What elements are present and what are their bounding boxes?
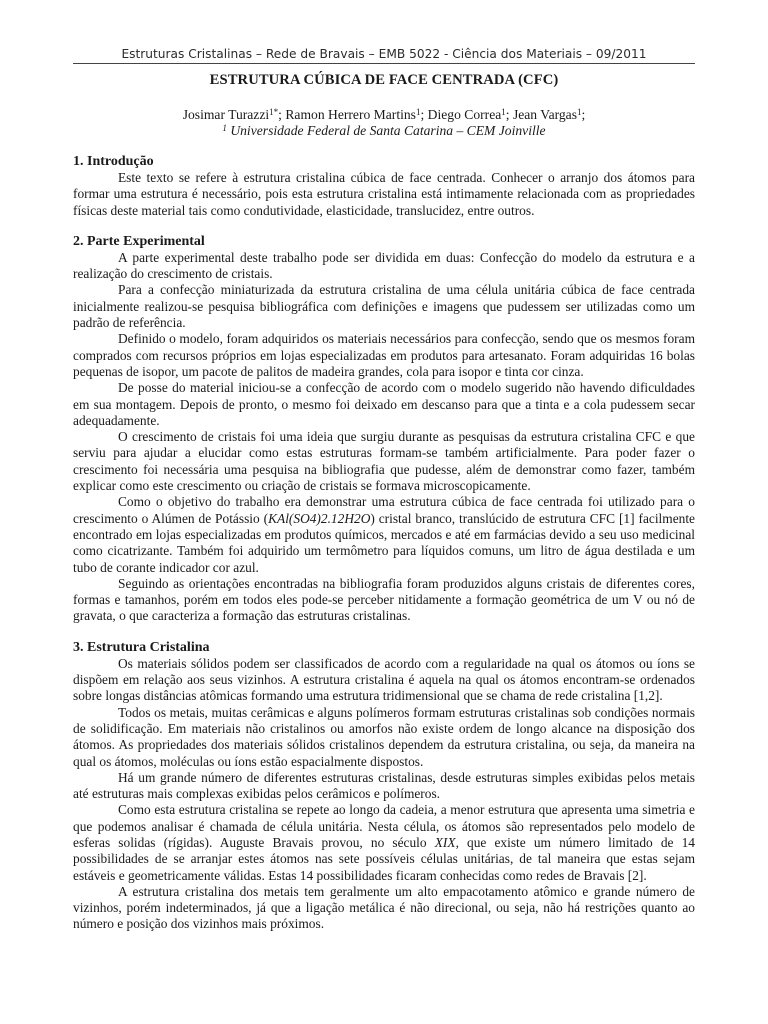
section-heading-crystal-structure: 3. Estrutura Cristalina [73,639,210,655]
author-separator: ; [505,107,513,122]
paragraph: A parte experimental deste trabalho pode ser dividida em duas: Confecção do modelo da estrutura e a realização do crescimento de cristais. [73,249,695,282]
paragraph: Este texto se refere à estrutura cristalina cúbica de face centrada. Conhecer o arranjo dos átomos para formar uma estrutura é necessário, pois esta estrutura cristalina está intimamente relacionada com as propriedades físicas deste material tais como condutividade, elasticidade, translucidez, entre outros. [73,170,695,218]
author-separator: ; [581,107,586,122]
section-heading-introduction: 1. Introdução [73,154,154,169]
text-run: Como o objetivo do trabalho era demonstrar uma estrutura cúbica de face centrada foi utilizado para o crescimento o Alúmen de Potássio ( [73,494,695,526]
paragraph: Todos os metais, muitas cerâmicas e alguns polímeros formam estruturas cristalinas sob condições normais de solidificação. Em materiais não cristalinos ou amorfos não existe ordem de longo alcance na disposição dos átomos. As propriedades dos materiais sólidos cristalinos dependem da estrutura cristalina, ou seja, da maneira na qual os átomos, moléculas ou íons estão espacialmente dispostos. [73,704,695,769]
author-affiliation [73,123,695,139]
author-mark: 1* [269,107,279,117]
author-name: Diego Correa [427,107,502,122]
author-mark: 1 [577,107,582,117]
author-mark: 1 [501,107,506,117]
document-page [73,0,695,933]
paragraph-alum [73,494,695,575]
paragraph: Há um grande número de diferentes estruturas cristalinas, desde estruturas simples exibidas pelos metais até estruturas mais complexas exibidas pelos cerâmicos e polímeros. [73,769,695,802]
author-list [73,107,695,123]
running-header: Estruturas Cristalinas – Rede de Bravais – EMB 5022 - Ciência dos Materiais – 09/2011 [121,47,647,61]
text-run: Como esta estrutura cristalina se repete ao longo da cadeia, a menor estrutura que apresenta uma simetria e que podemos analisar é chamada de célula unitária. Nesta célula, os átomos são representados pelo modelo de esferas solidas (rígidas). Auguste Bravais provou, no século [73,802,695,850]
chemical-formula: KAl(SO4)2.12H2O [268,510,371,526]
paragraph: A estrutura cristalina dos metais tem geralmente um alto empacotamento atômico e grande número de vizinhos, porém indeterminados, já que a ligação metálica é não direcional, ou seja, não há restrições quanto ao número e posição dos vizinhos mais próximos. [73,883,695,932]
author-name: Josimar Turazzi [182,107,270,122]
text-run: , que existe um número limitado de 14 possibilidades de se arranjar estes átomos nas sete possíveis células unitárias, de tal maneira que estas sejam estáveis e geometricamente válidas. Estas 14 possibilidades ficaram conhecidas como redes de Bravais [2]. [73,834,695,883]
affiliation-mark: 1 [222,123,227,133]
author-separator: ; [420,107,428,122]
author-separator: ; [278,107,286,122]
author-mark: 1 [415,107,421,117]
article-title: ESTRUTURA CÚBICA DE FACE CENTRADA (CFC) [209,72,559,88]
paragraph: O crescimento de cristais foi uma ideia que surgiu durante as pesquisas da estrutura cristalina CFC e que serviu para ajudar a elucidar como estas estruturas formam-se também artificialmente. Para poder fazer o crescimento foi necessária uma pesquisa na bibliografia que pudesse, além de demonstrar como fazer, também explicar como este crescimento ou criação de cristais se formava microscopicamente. [73,429,695,494]
section-heading-experimental: 2. Parte Experimental [73,233,205,249]
author-name: Ramon Herrero Martins [285,107,416,122]
paragraph: Seguindo as orientações encontradas na bibliografia foram produzidos alguns cristais de diferentes cores, formas e tamanhos, porém em todos eles pode-se perceber nitidamente a formação geométrica de um V ou nó de gravata, o que caracteriza a formação das estruturas cristalinas. [73,575,695,624]
paragraph: De posse do material iniciou-se a confecção de acordo com o modelo sugerido não havendo dificuldades em sua montagem. Depois de pronto, o mesmo foi deixado em descanso para que a tinta e a cola pudessem secar adequadamente. [73,380,695,428]
author-name: Jean Vargas [512,107,578,122]
century-text: XIX [434,834,456,850]
affiliation-text: Universidade Federal de Santa Catarina – CEM Joinville [226,123,546,138]
paragraph: Os materiais sólidos podem ser classificados de acordo com a regularidade na qual os átomos ou íons se dispõem em relação aos seus vizinhos. A estrutura cristalina é aquela na qual os átomos encontram-se ordenados sobre longas distâncias atômicas formando uma estrutura tridimensional que se chama de rede cristalina [1,2]. [73,655,695,704]
paragraph: Definido o modelo, foram adquiridos os materiais necessários para confecção, sendo que os mesmos foram comprados com recursos próprios em lojas especializadas em produtos para artesanato. Foram adquiridas 16 bolas pequenas de isopor, um pacote de palitos de madeira grandes, cola para isopor e tinta cor cinza. [73,331,695,379]
paragraph-bravais [73,802,695,883]
paragraph: Para a confecção miniaturizada da estrutura cristalina de uma célula unitária cúbica de face centrada inicialmente realizou-se pesquisa bibliográfica com definições e imagens que pudessem ser utilizadas como um padrão de referência. [73,282,695,331]
header-divider [73,63,695,64]
text-run: ) cristal branco, translúcido de estrutura CFC [1] facilmente encontrado em lojas especializadas em produtos químicos, mercados e até em farmácias devido a seu uso medicinal como cicatrizante. Também foi adquirido um termômetro para líquidos comuns, um litro de água destilada e um tubo de corante indicador cor azul. [73,510,695,575]
